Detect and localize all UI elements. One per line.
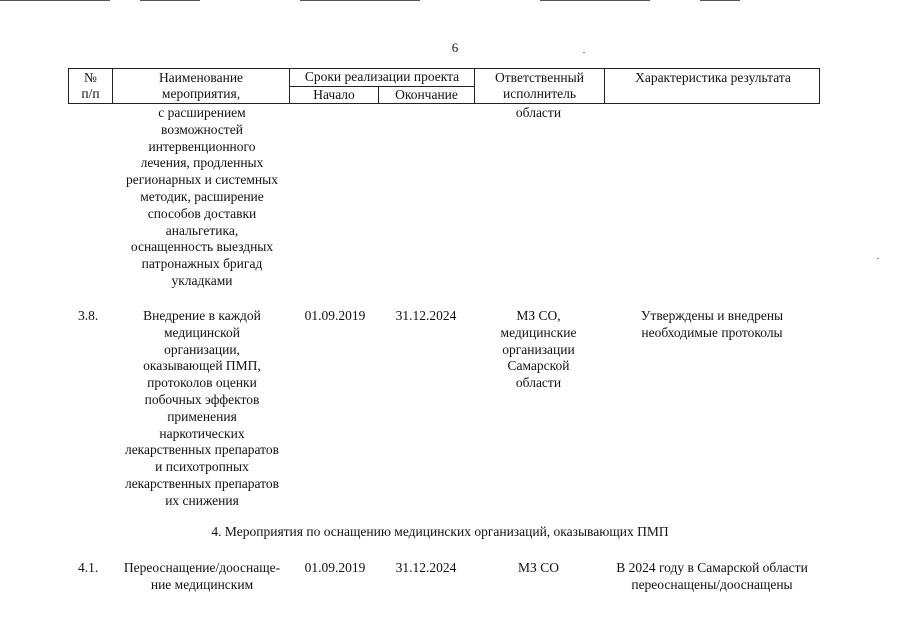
continuation-responsible: области xyxy=(515,105,562,120)
header-num-line2: п/п xyxy=(81,86,100,101)
row-end-date: 31.12.2024 xyxy=(395,560,457,575)
continuation-name: с расширением возможностей интервенционного лечения, продленных регионарных и системных методик, расширение способов доставки анальгетика, оснащенность выездных патронажных бригад укладками xyxy=(126,105,278,288)
row-number: 4.1. xyxy=(78,560,99,575)
scan-artifact xyxy=(300,0,420,1)
scan-artifact xyxy=(540,0,650,1)
scan-artifact xyxy=(0,0,110,1)
header-num-line1: № xyxy=(84,70,97,85)
row-result: Утверждены и внедрены необходимые протоколы xyxy=(640,308,784,340)
header-name-line2: мероприятия, xyxy=(161,86,241,101)
header-end: Окончание xyxy=(395,87,458,102)
section-title: 4. Мероприятия по оснащению медицинских организаций, оказывающих ПМП xyxy=(211,524,669,539)
scan-speck xyxy=(583,52,585,53)
row-result: В 2024 году в Самарской области переоснащены/дооснащены xyxy=(616,560,808,592)
header-start: Начало xyxy=(313,87,355,102)
scan-artifact xyxy=(700,0,740,1)
header-terms: Сроки реализации проекта xyxy=(304,69,460,84)
scan-speck xyxy=(877,258,879,259)
row-number: 3.8. xyxy=(78,308,99,323)
row-start-date: 01.09.2019 xyxy=(304,308,366,323)
row-name: Переоснащение/дооснаще- ние медицинским xyxy=(123,560,281,592)
row-start-date: 01.09.2019 xyxy=(304,560,366,575)
header-result: Характеристика результата xyxy=(635,70,791,85)
row-name: Внедрение в каждой медицинской организации, оказывающей ПМП, протоколов оценки побочных эффектов применения наркотических лекарственных препаратов и психотропных лекарственных препаратов их снижения xyxy=(124,308,280,508)
header-responsible-line2: исполнитель xyxy=(503,86,576,101)
header-responsible-line1: Ответственный xyxy=(495,70,584,85)
scan-artifact xyxy=(140,0,200,1)
row-end-date: 31.12.2024 xyxy=(395,308,457,323)
row-responsible: МЗ СО xyxy=(518,560,559,575)
header-name-line1: Наименование xyxy=(158,70,244,85)
row-responsible: МЗ СО, медицинские организации Самарской области xyxy=(500,308,577,391)
table-header xyxy=(68,68,820,104)
page-number: 6 xyxy=(451,40,459,55)
